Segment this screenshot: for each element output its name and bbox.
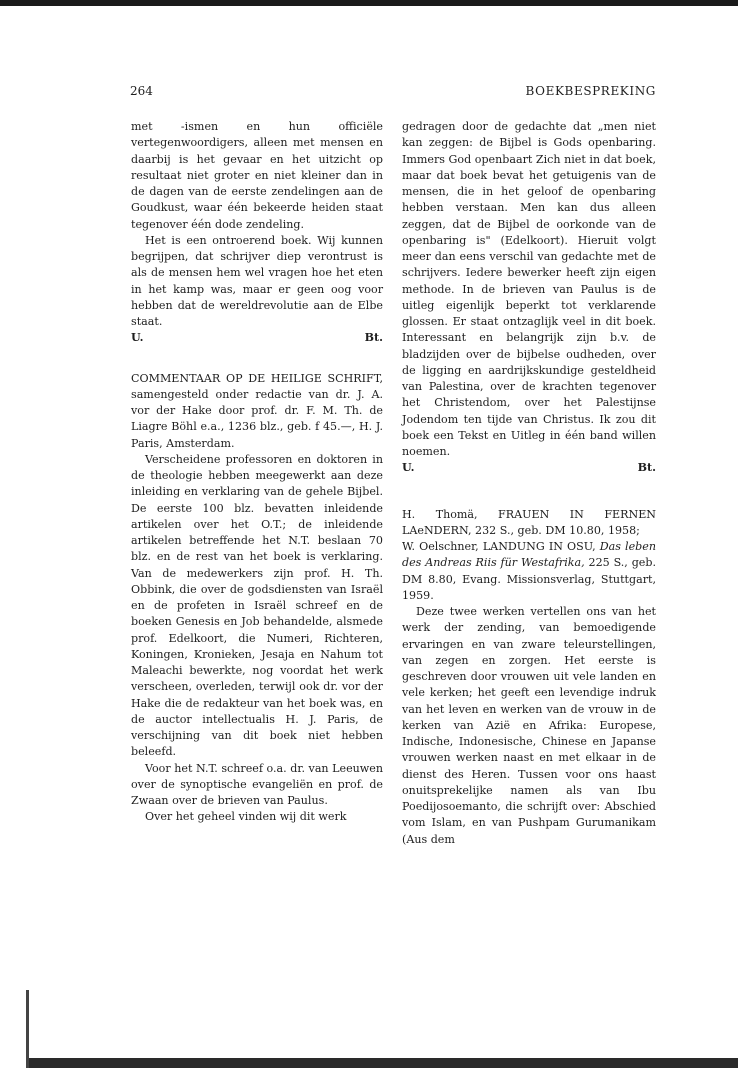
review-paragraph: gedragen door de gedachte dat „men niet kan zeggen: de Bijbel is Gods openbaring. Immers God openbaart Zich niet in dat boek, maar dat boek bevat het getuigenis van de mensen, die in het geloof de openbaring hebben verstaan. Men kan dus alleen zeggen, dat de Bijbel de oorkonde van de openbaring is" (Edelkoort). Hieruit volgt meer dan eens verschil van gedachte met de schrijvers. Iedere bewerker heeft zijn eigen methode. In de brieven van Paulus is de uitleg eigenlijk beperkt tot verklarende glossen. Er staat ontzaglijk veel in dit boek. Interessant en belangrijk zijn b.v. de bladzijden over de bijbelse oudheden, over de ligging en aardrijkskundige gesteldheid van Palestina, over de krachten tegenover het Christendom, over het Palestijnse Jodendom ten tijde van Christus. Ik zou dit boek een Tekst en Uitleg in één band willen noemen. <box>402 120 656 458</box>
review-paragraph: met -ismen en hun officiële vertegenwoordigers, alleen met mensen en daarbij is het gevaar en het uitzicht op resultaat niet groter en niet kleiner dan in de dagen van de eerste zendelingen aan de Goudkust, waar één bekeerde heiden staat tegenover één dode zendeling. <box>131 120 383 231</box>
signature-initials: Bt. <box>637 461 656 475</box>
review-paragraph: Verscheidene professoren en doktoren in de theologie hebben meegewerkt aan deze inleiding en verklaring van de gehele Bijbel. De eerste 100 blz. bevatten inleidende artikelen over het O.T.; de inleidende artikelen betreffende het N.T. beslaan 70 blz. en de rest van het boek is verklaring. Van de medewerkers zijn prof. H. Th. Obbink, die over de godsdiensten van Israël en de profeten in Israël schreef en de boeken Genesis en Job behandelde, alsmede prof. Edelkoort, die Numeri, Richteren, Koningen, Kronieken, Jesaja en Nahum tot Maleachi bewerkte, nog voordat het werk verscheen, overleden, terwijl ook dr. vor der Hake die de redakteur van het boek was, en de auctor intellectualis H. J. Paris, de verschijning van dit boek niet hebben beleefd. <box>131 452 383 759</box>
review-paragraph: Voor het N.T. schreef o.a. dr. van Leeuwen over de synoptische evangeliën en prof. de Zwaan over de brieven van Paulus. <box>131 761 383 807</box>
book-entry: H. Thomä, FRAUEN IN FERNEN LAeNDERN, 232 S., geb. DM 10.80, 1958; <box>402 507 656 537</box>
review-paragraph: Deze twee werken vertellen ons van het werk der zending, van bemoedigende ervaringen en van zware teleurstellingen, van zegen en zorgen. Het eerste is geschreven door vrouwen uit vele landen en vele kerken; het geeft een levendige indruk van het leven en werken van de vrouw in de kerken van Azië en Afrika: Europese, Indische, Indonesische, Chinese en Japanse vrouwen werken naast en met elkaar in de dienst des Heren. Tussen voor ons haast onuitsprekelijke namen als van Ibu Poedijosoemanto, die schrijft over: Abschied vom Islam, en van Pushpam Gurumanikam (Aus dem <box>402 605 656 846</box>
signature-initials: Bt. <box>364 331 383 345</box>
book-entry: COMMENTAAR OP DE HEILIGE SCHRIFT, samengesteld onder redactie van dr. J. A. vor der Hake door prof. dr. F. M. Th. de Liagre Böhl e.a., 1236 blz., geb. f 45.—, H. J. Paris, Amsterdam. <box>131 371 383 450</box>
reviewer-signature <box>131 330 383 346</box>
entry-text: W. Oelschner, LANDUNG IN OSU, <box>402 540 600 553</box>
page-number: 264 <box>130 84 153 98</box>
review-paragraph: Over het geheel vinden wij dit werk <box>145 810 347 824</box>
left-column <box>131 119 383 826</box>
signature-initial: U. <box>131 331 144 345</box>
right-column <box>402 119 656 848</box>
signature-initial: U. <box>402 461 415 475</box>
review-paragraph: Het is een ontroerend boek. Wij kunnen begrijpen, dat schrijver diep verontrust is als de mensen hem wel vragen hoe het eten in het kamp was, maar er geen oog voor hebben dat de wereldrevolutie aan de Elbe staat. <box>131 233 383 328</box>
reviewer-signature <box>402 460 656 476</box>
book-entry <box>402 539 656 604</box>
page-header <box>130 84 656 104</box>
entry-subtitle: Das leben des Andreas Riis für Westafrika, <box>402 540 656 570</box>
entry-text: 225 S., geb. DM 8.80, Evang. Missionsverlag, Stuttgart, 1959. <box>402 556 656 602</box>
running-title: BOEKBESPREKING <box>525 84 656 98</box>
